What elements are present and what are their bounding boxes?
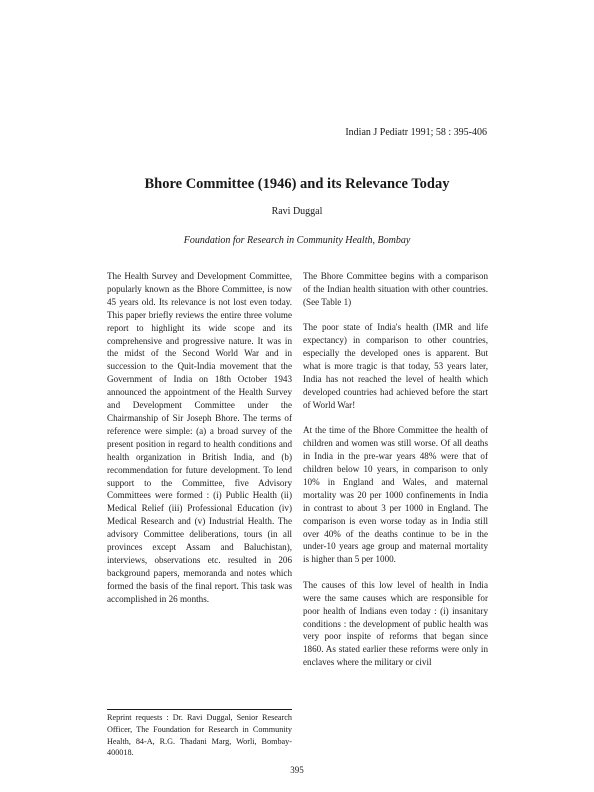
body-paragraph: The Bhore Committee begins with a comparison of the Indian health situation with other countries. (See Table 1) bbox=[303, 271, 488, 307]
author-affiliation: Foundation for Research in Community Health, Bombay bbox=[183, 235, 411, 246]
left-column bbox=[107, 270, 292, 606]
reprint-footnote: Reprint requests : Dr. Ravi Duggal, Senior Research Officer, The Foundation for Research in Community Health, 84-A, R.G. Thadani Marg, Worli, Bombay-400018. bbox=[107, 713, 292, 758]
body-paragraph: The Health Survey and Development Committee, popularly known as the Bhore Committee, is now 45 years old. Its relevance is not lost even today. This paper briefly reviews the entire three volume report to highlight its wide scope and its comprehensive and progressive nature. It was in the midst of the Second World War and in succession to the Quit-India movement that the Government of India on 18th October 1943 announced the appointment of the Health Survey and Development Committee under the Chairmanship of Sir Joseph Bhore. The terms of reference were simple: (a) a broad survey of the present position in regard to health conditions and health organization in British India, and (b) recommendation for future development. To lend support to the Committee, five Advisory Committees were formed : (i) Public Health (ii) Medical Relief (iii) Professional Education (iv) Medical Research and (v) Industrial Health. The advisory Committee deliberations, tours (in all provinces except Assam and Baluchistan), interviews, observations etc. resulted in 206 background papers, memoranda and notes which formed the basis of the final report. This task was accomplished in 26 months. bbox=[107, 271, 292, 604]
article-title: Bhore Committee (1946) and its Relevance Today bbox=[144, 176, 450, 192]
body-paragraph: At the time of the Bhore Committee the health of children and women was still worse. Of all deaths in India in the pre-war years 48% were that of children below 10 years, in comparison to only 10% in England and Wales, and maternal mortality was 20 per 1000 confinements in India in contrast to about 3 per 1000 in England. The comparison is even worse today as in India still over 40% of the deaths continue to be in the under-10 years age group and maternal mortality is higher than 5 per 1000. bbox=[303, 425, 488, 565]
author-name: Ravi Duggal bbox=[271, 206, 323, 217]
body-paragraph: The causes of this low level of health in India were the same causes which are responsible for poor health of Indians even today : (i) insanitary conditions : the development of public health was very poor inspite of reforms that began since 1860. As stated earlier these reforms were only in enclaves where the military or civil bbox=[303, 579, 488, 668]
footnote-divider bbox=[107, 709, 292, 710]
journal-citation: Indian J Pediatr 1991; 58 : 395-406 bbox=[345, 127, 487, 138]
body-paragraph: The poor state of India's health (IMR and life expectancy) in comparison to other countries, especially the developed ones is apparent. But what is more tragic is that today, 53 years later, India has not reached the level of health which developed countries had achieved before the start of World War! bbox=[303, 322, 488, 410]
right-column bbox=[303, 270, 488, 669]
page-number: 395 bbox=[290, 765, 304, 775]
